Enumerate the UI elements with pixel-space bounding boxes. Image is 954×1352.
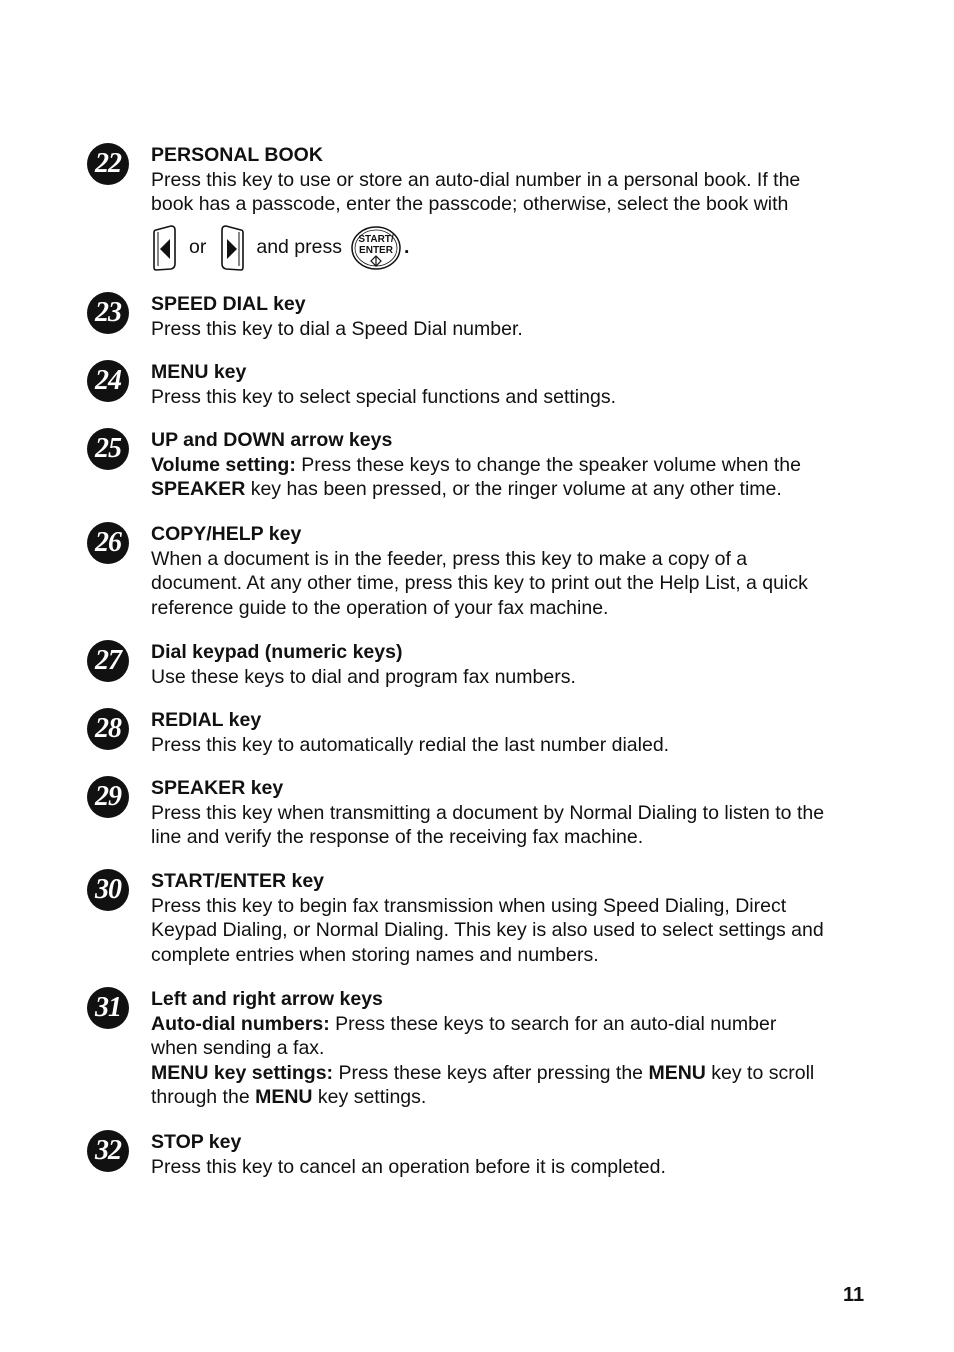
entry-text-line <box>151 1012 861 1037</box>
entry-text-line: When a document is in the feeder, press this key to make a copy of a <box>151 547 748 570</box>
entry-text: key to scroll <box>705 1061 815 1084</box>
entry-title: START/ENTER key <box>151 870 325 892</box>
entry-title: REDIAL key <box>151 709 262 731</box>
entry-body <box>151 522 861 620</box>
entry-text-line: Press this key to automatically redial the last number dialed. <box>151 733 670 756</box>
page-number: 11 <box>843 1284 865 1306</box>
entry-title: Dial keypad (numeric keys) <box>151 641 403 663</box>
entry-text-line: Press this key to dial a Speed Dial number. <box>151 317 523 340</box>
volume-setting-label: Volume setting: <box>151 453 296 476</box>
entry-title: MENU key <box>151 361 247 383</box>
entry-text-line: document. At any other time, press this key to print out the Help List, a quick <box>151 572 808 595</box>
entry-title: UP and DOWN arrow keys <box>151 429 393 451</box>
number-badge: 27 <box>87 640 129 682</box>
entry-text-line: Press this key to cancel an operation before it is completed. <box>151 1155 666 1178</box>
and-press-text: and press <box>256 236 342 259</box>
entry-text: key has been pressed, or the ringer volume at any other time. <box>245 478 782 501</box>
entry-text-line: Press this key when transmitting a document by Normal Dialing to listen to the <box>151 801 825 824</box>
left-arrow-key-icon <box>151 224 179 272</box>
number-badge: 25 <box>87 428 129 470</box>
entry-text: Press these keys to search for an auto-dial number <box>329 1012 777 1035</box>
entry-text-line: complete entries when storing names and numbers. <box>151 943 599 966</box>
entry-text-line <box>151 477 861 502</box>
number-badge: 23 <box>87 292 129 334</box>
entry-body <box>151 428 861 502</box>
entry-text-line <box>151 1085 861 1110</box>
entry-text-line: Press this key to begin fax transmission when using Speed Dialing, Direct <box>151 894 787 917</box>
start-key-label-line1: START/ <box>358 233 394 245</box>
entry-text-line: line and verify the response of the receiving fax machine. <box>151 826 644 849</box>
key-instruction-line <box>151 221 861 275</box>
number-badge: 24 <box>87 360 129 402</box>
entry-title: SPEAKER key <box>151 777 284 799</box>
or-text: or <box>189 236 207 259</box>
speaker-word: SPEAKER <box>151 478 246 501</box>
entry-text: Press these keys after pressing the <box>333 1061 649 1084</box>
entry-text-line: Use these keys to dial and program fax numbers. <box>151 665 576 688</box>
entry-text-line: reference guide to the operation of your fax machine. <box>151 596 609 619</box>
period-text: . <box>403 236 410 259</box>
entry-body <box>151 640 861 689</box>
entry-title: STOP key <box>151 1131 242 1153</box>
entry-title: Left and right arrow keys <box>151 988 383 1010</box>
entry-body <box>151 143 861 275</box>
start-enter-key-icon <box>350 225 402 271</box>
number-badge: 30 <box>87 869 129 911</box>
number-badge: 32 <box>87 1130 129 1172</box>
entry-title: SPEED DIAL key <box>151 293 306 315</box>
entry-text-line: when sending a fax. <box>151 1037 325 1060</box>
menu-word: MENU <box>255 1086 313 1109</box>
entry-text: key settings. <box>312 1086 427 1109</box>
start-key-label-line2: ENTER <box>359 244 393 256</box>
entry-body <box>151 1130 861 1179</box>
auto-dial-label: Auto-dial numbers: <box>151 1012 330 1035</box>
menu-word: MENU <box>648 1061 706 1084</box>
entry-body <box>151 869 861 967</box>
entry-body <box>151 987 861 1110</box>
entry-text-line <box>151 1061 861 1086</box>
entry-body <box>151 292 861 341</box>
number-badge: 28 <box>87 708 129 750</box>
entry-text-line: Keypad Dialing, or Normal Dialing. This key is also used to select settings and <box>151 919 824 942</box>
number-badge: 22 <box>87 143 129 185</box>
entry-title: COPY/HELP key <box>151 523 302 545</box>
number-badge: 29 <box>87 776 129 818</box>
entry-text-line: Press this key to use or store an auto-dial number in a personal book. If the <box>151 168 801 191</box>
entry-body <box>151 360 861 409</box>
entry-text-line <box>151 453 861 478</box>
entry-text: Press these keys to change the speaker volume when the <box>295 453 801 476</box>
number-badge: 26 <box>87 522 129 564</box>
entry-title: PERSONAL BOOK <box>151 144 323 166</box>
entry-text: through the <box>151 1086 256 1109</box>
right-arrow-key-icon <box>218 224 246 272</box>
menu-settings-label: MENU key settings: <box>151 1061 334 1084</box>
entry-body <box>151 776 861 850</box>
entry-body <box>151 708 861 757</box>
entry-text-line: book has a passcode, enter the passcode; otherwise, select the book with <box>151 193 789 216</box>
entry-text-line: Press this key to select special functions and settings. <box>151 385 616 408</box>
number-badge: 31 <box>87 987 129 1029</box>
